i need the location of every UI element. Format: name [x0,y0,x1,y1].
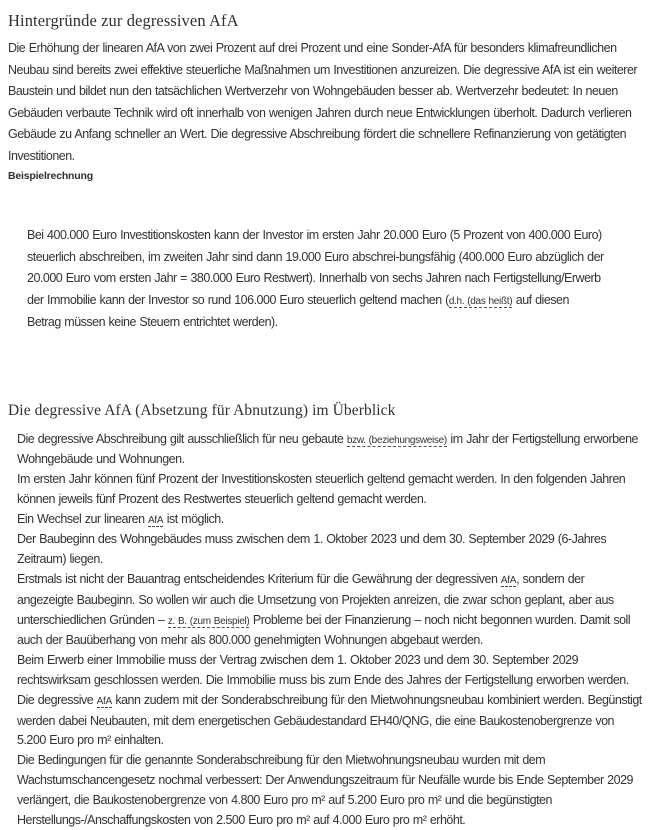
overview-list-item: Die Bedingungen für die genannte Sonderabschreibung für den Mietwohnungsneubau wurden mit dem Wachstumschancengesetz nochmal verbessert: Der Anwendungszeitraum für Neufälle wurde bis Ende September 2029 verlängert, die Baukostenobergrenze von 4.800 Euro pro m² auf 5.200 Euro pro m² und die begünstigten Herstellungs-/Anschaffungskosten von 2.500 Euro pro m² auf 4.000 Euro pro m² erhöht. [17,753,633,827]
overview-list-item: Beim Erwerb einer Immobilie muss der Vertrag zwischen dem 1. Oktober 2023 und dem 30. September 2029 rechtswirksam geschlossen werden. Die Immobilie muss bis zum Ende des Jahres der Fertigstellung erworben werden. [17,653,629,688]
overview-list [8,430,646,830]
abbreviation-underlined: AfA [96,695,112,707]
abbreviation-underlined: bzw. (beziehungsweise) [346,434,447,446]
abbreviation-underlined: AfA [148,514,164,526]
intro-paragraph: Die Erhöhung der linearen AfA von zwei Prozent auf drei Prozent und eine Sonder-AfA für besonders klimafreundlichen Neubau sind bereits zwei effektive steuerliche Maßnahmen um Investitionen anzureizen. Die degressive AfA ist ein weiterer Baustein und bildet nun den tatsächlichen Wertverzehr von Wohngebäuden besser ab. Wertverzehr bedeutet: In neuen Gebäuden verbaute Technik wird oft innerhalb von wenigen Jahren durch neue Entwicklungen überholt. Dadurch verlieren Gebäude zu Anfang schneller an Wert. Die degressive Abschreibung fördert die schnellere Refinanzierung von getätigten Investitionen. [8,41,638,163]
abbreviation-underlined: AfA [500,575,517,587]
example-calculation-label: Beispielrechnung [8,170,93,182]
overview-list-item: Erstmals ist nicht der Bauantrag entscheidendes Kriterium für die Gewährung der degressiven AfA, sondern der angezeigte Baubeginn. So wollen wir auch die Umsetzung von Projekten anreizen, die zwar schon geplant, aber aus unterschiedlichen Gründen – z. B. (zum Beispiel) Probleme bei der Finanzierung – noch nicht begonnen wurden. Damit soll auch der Bauüberhang von mehr als 800.000 genehmigten Wohnungen abgebaut werden. [17,572,631,648]
overview-list-item: Im ersten Jahr können fünf Prozent der Investitionskosten steuerlich geltend gemacht werden. In den folgenden Jahren können jeweils fünf Prozent des Restwertes steuerlich geltend gemacht werden. [17,472,626,506]
abbreviation-underlined: d.h. (das heißt) [448,295,513,307]
overview-list-item: Die degressive Abschreibung gilt ausschließlich für neu gebaute bzw. (beziehungsweise) im Jahr der Fertigstellung erworbene Wohngebäude und Wohnungen. [17,431,638,467]
overview-list-item: Ein Wechsel zur linearen AfA ist möglich. [17,511,224,526]
overview-list-item: Die degressive AfA kann zudem mit der Sonderabschreibung für den Mietwohnungsneubau kombiniert werden. Begünstigt werden dabei Neubauten, mit dem energetischen Gebäudestandard EH40/QNG, die eine Baukostenobergrenze von 5.200 Euro pro m² einhalten. [17,692,642,748]
overview-list-item: Der Baubeginn des Wohngebäudes muss zwischen dem 1. Oktober 2023 und dem 30. September 2029 (6-Jahres Zeitraum) liegen. [17,532,607,567]
abbreviation-underlined: z. B. (zum Beispiel) [167,615,250,627]
overview-section-title: Die degressive AfA (Absetzung für Abnutzung) im Überblick [8,401,396,419]
page-title: Hintergründe zur degressiven AfA [8,11,239,30]
example-calculation-paragraph: Bei 400.000 Euro Investitionskosten kann der Investor im ersten Jahr 20.000 Euro (5 Prozent von 400.000 Euro) steuerlich abschreiben, im zweiten Jahr sind dann 19.000 Euro abschrei-bungsfähig (400.000 Euro abzüglich der 20.000 Euro vom ersten Jahr = 380.000 Euro Restwert). Innerhalb von sechs Jahren nach Fertigstellung/Erwerb der Immobilie kann der Investor so rund 106.000 Euro steuerlich geltend machen (d.h. (das heißt) auf diesen Betrag müssen keine Steuern entrichtet werden). [27,228,604,329]
